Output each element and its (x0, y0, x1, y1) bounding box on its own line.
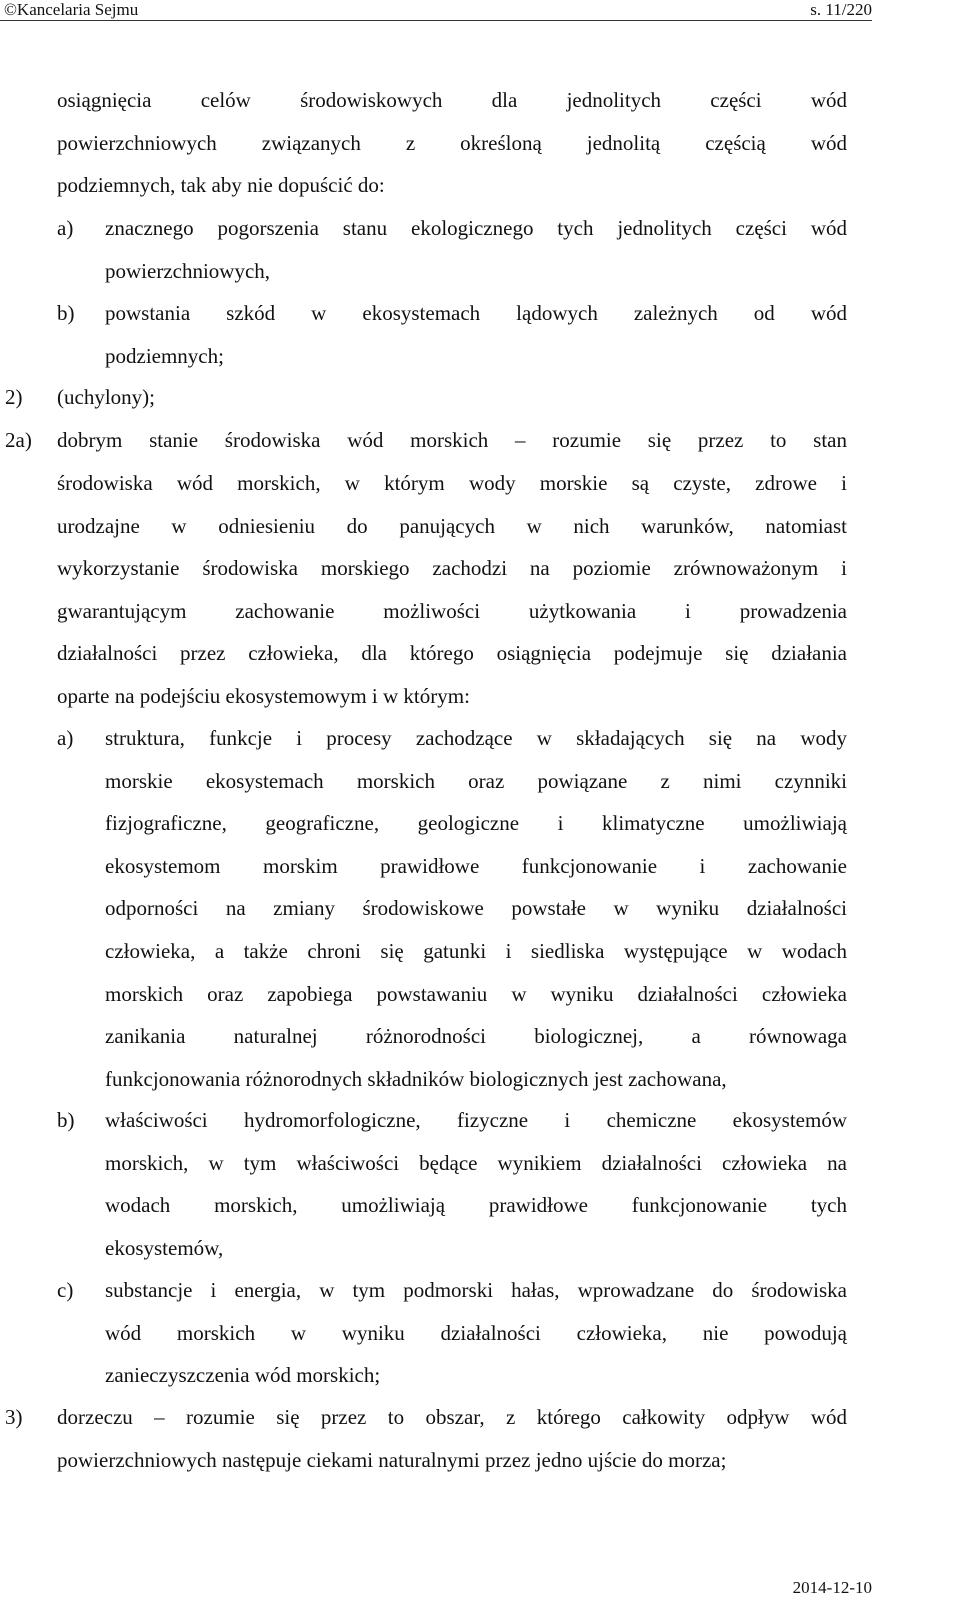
item-3-text (57, 1396, 847, 1481)
item-2a-b-line: wodach morskich, umożliwiają prawidłowe funkcjonowanie tych (105, 1193, 847, 1218)
intro-paragraph (57, 79, 847, 207)
item-2a-line: oparte na podejściu ekosystemowym i w którym: (57, 683, 470, 708)
item-3-line: powierzchniowych następuje ciekami naturalnymi przez jedno ujście do morza; (57, 1447, 727, 1472)
item-2a-a-line: morskich oraz zapobiega powstawaniu w wyniku działalności człowieka (105, 981, 847, 1006)
item-3-line: dorzeczu – rozumie się przez to obszar, z którego całkowity odpływ wód (57, 1405, 847, 1429)
item-2a-a-line: fizjograficzne, geograficzne, geologiczne i klimatyczne umożliwiają (105, 811, 847, 836)
item-1b-text (105, 292, 847, 377)
header-rule (0, 20, 872, 21)
item-2a-line: urodzajne w odniesieniu do panujących w nich warunków, natomiast (57, 513, 847, 538)
item-1b-marker: b) (57, 301, 75, 325)
item-2a-line: środowiska wód morskich, w którym wody morskie są czyste, zdrowe i (57, 471, 847, 495)
header-publisher: ©Kancelaria Sejmu (4, 0, 139, 19)
item-2-marker: 2) (5, 385, 23, 409)
item-2a-b-line: morskich, w tym właściwości będące wynikiem działalności człowieka na (105, 1150, 847, 1175)
item-2a-a-marker: a) (57, 726, 74, 750)
item-2a-a-line: morskie ekosystemach morskich oraz powiązane z nimi czynniki (105, 768, 847, 793)
item-2a-a-line: struktura, funkcje i procesy zachodzące w składających się na wody (105, 726, 847, 750)
item-2a-b-line: właściwości hydromorfologiczne, fizyczne i chemiczne ekosystemów (105, 1108, 847, 1132)
header-page-number: s. 11/220 (810, 0, 872, 19)
item-2a-a-line: odporności na zmiany środowiskowe powstałe w wyniku działalności (105, 896, 847, 921)
item-1b-line: powstania szkód w ekosystemach lądowych zależnych od wód (105, 301, 847, 325)
footer-date: 2014-12-10 (792, 1578, 872, 1597)
item-2a-text (57, 462, 847, 718)
item-2a-b-marker: b) (57, 1108, 75, 1132)
item-2a-line: gwarantującym zachowanie możliwości użytkowania i prowadzenia (57, 598, 847, 623)
item-2a-c-line: wód morskich w wyniku działalności człowieka, nie powodują (105, 1320, 847, 1345)
item-2a-a-line: zanikania naturalnej różnorodności biologicznej, a równowaga (105, 1024, 847, 1049)
item-1a-text (105, 207, 847, 292)
item-1a-marker: a) (57, 216, 74, 240)
item-3-marker: 3) (5, 1405, 23, 1429)
item-2a-a-text (105, 717, 847, 1100)
item-2a-a-line: człowieka, a także chroni się gatunki i siedliska występujące w wodach (105, 938, 847, 963)
item-2a-line: dobrym stanie środowiska wód morskich – rozumie się przez to stan (57, 428, 847, 452)
item-2a-b-text (105, 1099, 847, 1269)
item-2a-a-line: ekosystemom morskim prawidłowe funkcjonowanie i zachowanie (105, 853, 847, 878)
item-2a-marker: 2a) (5, 428, 32, 452)
item-2a-c-text (105, 1269, 847, 1397)
item-2a-b-line: ekosystemów, (105, 1235, 224, 1260)
item-2-text: (uchylony); (57, 385, 155, 409)
item-2a-c-line: substancje i energia, w tym podmorski hałas, wprowadzane do środowiska (105, 1278, 847, 1302)
item-2a-line: działalności przez człowieka, dla którego osiągnięcia podejmuje się działania (57, 641, 847, 666)
item-1a-line: powierzchniowych, (105, 258, 271, 283)
item-2a-a-line: funkcjonowania różnorodnych składników biologicznych jest zachowana, (105, 1066, 727, 1091)
intro-line: powierzchniowych związanych z określoną jednolitą częścią wód (57, 130, 847, 155)
item-2a-line: wykorzystanie środowiska morskiego zachodzi na poziomie zrównoważonym i (57, 556, 847, 581)
item-1b-line: podziemnych; (105, 343, 224, 368)
item-2a-c-marker: c) (57, 1278, 74, 1302)
item-2a-first-line (57, 419, 847, 462)
intro-line: podziemnych, tak aby nie dopuścić do: (57, 173, 385, 198)
item-1a-line: znacznego pogorszenia stanu ekologicznego tych jednolitych części wód (105, 216, 847, 240)
intro-line: osiągnięcia celów środowiskowych dla jednolitych części wód (57, 88, 847, 112)
item-2a-c-line: zanieczyszczenia wód morskich; (105, 1363, 381, 1388)
